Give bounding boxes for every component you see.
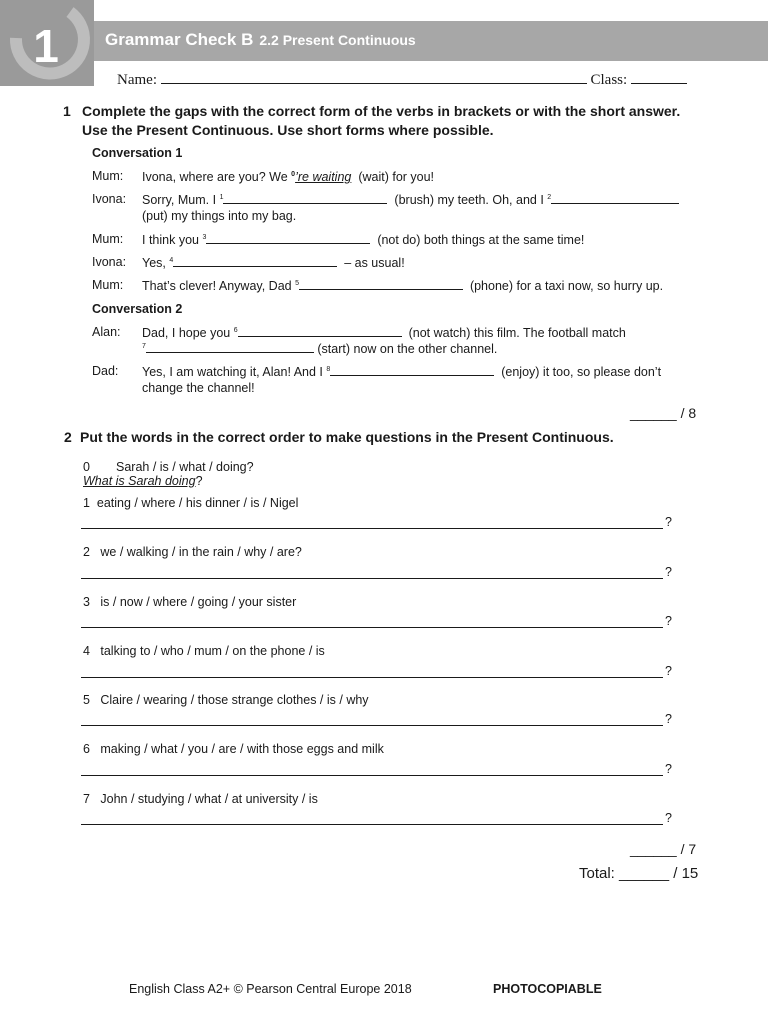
speaker: Ivona: xyxy=(92,255,127,269)
question-mark: ? xyxy=(665,712,672,726)
exercise1-number: 1 xyxy=(63,103,71,119)
dialogue-line-1: Sorry, Mum. I $^1$ (brush) my teeth. Oh, and I $^2$ xyxy=(142,192,679,208)
question-item-2: 2 we / walking / in the rain / why / are? xyxy=(83,545,302,559)
example-answer: ’re waiting xyxy=(295,170,352,184)
question-item-3: 3 is / now / where / going / your sister xyxy=(83,595,297,609)
answer-line-6[interactable] xyxy=(81,774,663,776)
example-number: 0 xyxy=(83,460,90,474)
example-answer-line: What is Sarah doing? xyxy=(83,474,203,488)
dialogue-line-3: Yes, $^4$ – as usual! xyxy=(142,256,405,270)
name-class-line xyxy=(117,72,687,89)
footer-copyright: English Class A2+ © Pearson Central Europe 2018 xyxy=(129,982,412,996)
gap-5[interactable] xyxy=(299,278,463,290)
exercise2-instruction: Put the words in the correct order to make questions in the Present Continuous. xyxy=(80,429,614,445)
answer-line-1[interactable] xyxy=(81,527,663,529)
header-bar xyxy=(94,21,768,61)
answer-line-2[interactable] xyxy=(81,577,663,579)
speaker: Mum: xyxy=(92,278,124,292)
dialogue-line-6-cont: change the channel! xyxy=(142,381,255,395)
exercise2-score: ______ / 7 xyxy=(630,841,697,857)
dialogue-line-1-cont: (put) my things into my bag. xyxy=(142,209,297,223)
gap-7[interactable] xyxy=(146,341,314,353)
answer-line-4[interactable] xyxy=(81,676,663,678)
gap-2[interactable] xyxy=(551,192,679,204)
dialogue-line-0: Ivona, where are you? We $^0$’re waiting (wait) for you! xyxy=(142,170,435,184)
exercise1-score: ______ / 8 xyxy=(630,405,697,421)
dialogue-line-4: That’s clever! Anyway, Dad $^5$ (phone) for a taxi now, so hurry up. xyxy=(142,279,664,293)
exercise1-instruction-1: Complete the gaps with the correct form of the verbs in brackets or with the short answer. xyxy=(82,103,681,119)
question-item-1: 1 eating / where / his dinner / is / Nigel xyxy=(83,496,299,510)
subtitle-text: 2.2 Present Continuous xyxy=(259,32,416,48)
question-mark: ? xyxy=(665,811,672,825)
example-answer: What is Sarah doing xyxy=(83,474,196,488)
name-label: Name: xyxy=(117,72,157,88)
name-field[interactable] xyxy=(161,72,587,84)
gap-8[interactable] xyxy=(330,364,494,376)
exercise2-number: 2 xyxy=(64,429,72,445)
question-mark: ? xyxy=(665,565,672,579)
footer-photocopiable: PHOTOCOPIABLE xyxy=(493,982,602,996)
question-item-5: 5 Claire / wearing / those strange clothes / is / why xyxy=(83,693,369,707)
class-label: Class: xyxy=(590,72,628,88)
gap-6[interactable] xyxy=(238,325,402,337)
dialogue-line-5-cont: $^7$ (start) now on the other channel. xyxy=(142,342,498,356)
unit-badge-graphic xyxy=(0,0,94,86)
speaker: Alan: xyxy=(92,325,121,339)
dialogue-line-2: I think you $^3$ (not do) both things at the same time! xyxy=(142,233,585,247)
dialogue-line-6: Yes, I am watching it, Alan! And I $^8$ (enjoy) it too, so please don’t xyxy=(142,365,662,379)
conversation1-label: Conversation 1 xyxy=(92,146,183,160)
gap-1[interactable] xyxy=(223,192,387,204)
speaker: Dad: xyxy=(92,364,119,378)
speaker: Mum: xyxy=(92,232,124,246)
question-item-7: 7 John / studying / what / at university / is xyxy=(83,792,318,806)
question-mark: ? xyxy=(665,762,672,776)
unit-number-badge xyxy=(0,0,94,86)
gap-4[interactable] xyxy=(173,255,337,267)
question-item-6: 6 making / what / you / are / with those eggs and milk xyxy=(83,742,384,756)
unit-number: 1 xyxy=(33,20,59,72)
example-words: Sarah / is / what / doing? xyxy=(116,460,254,474)
speaker: Mum: xyxy=(92,169,124,183)
answer-line-3[interactable] xyxy=(81,626,663,628)
question-item-4: 4 talking to / who / mum / on the phone / is xyxy=(83,644,325,658)
answer-line-5[interactable] xyxy=(81,724,663,726)
question-mark: ? xyxy=(665,664,672,678)
conversation2-label: Conversation 2 xyxy=(92,302,183,316)
speaker: Ivona: xyxy=(92,192,127,206)
total-score: Total: ______ / 15 xyxy=(579,865,699,882)
exercise1-instruction-2: Use the Present Continuous. Use short forms where possible. xyxy=(82,122,494,138)
dialogue-line-5: Dad, I hope you $^6$ (not watch) this film. The football match xyxy=(142,326,626,340)
answer-line-7[interactable] xyxy=(81,823,663,825)
gap-3[interactable] xyxy=(206,232,370,244)
question-mark: ? xyxy=(665,614,672,628)
title-text: Grammar Check B xyxy=(105,30,254,49)
class-field[interactable] xyxy=(631,72,687,84)
question-mark: ? xyxy=(665,515,672,529)
page-title xyxy=(105,30,416,50)
